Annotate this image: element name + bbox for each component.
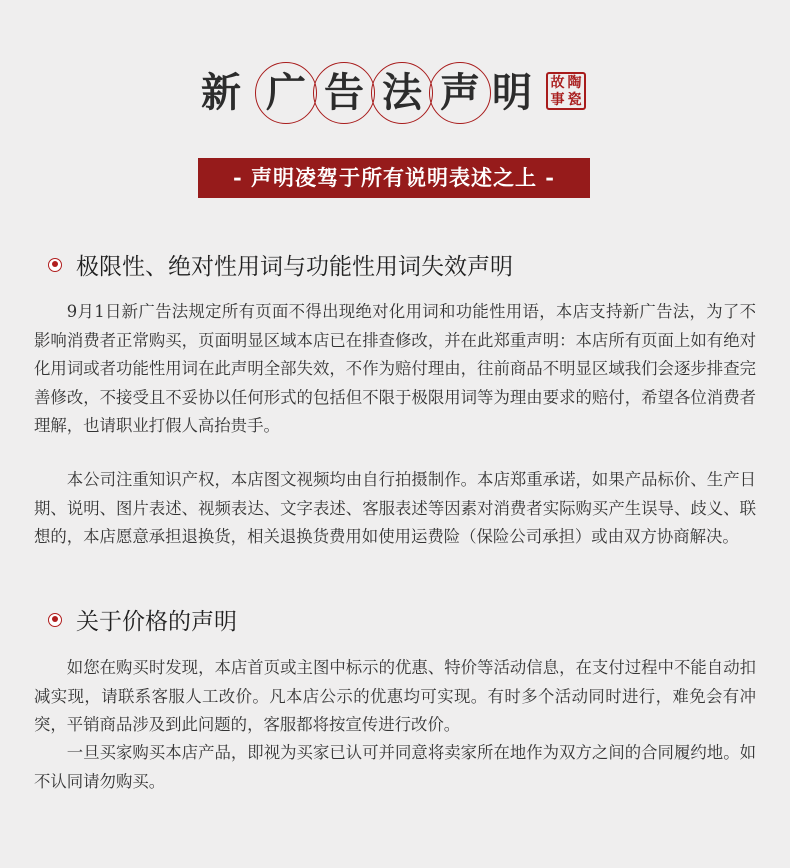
paragraph-contract-location: 一旦买家购买本店产品，即视为买家已认可并同意将卖家所在地作为双方之间的合同履约地。如不认同请勿购买。: [34, 743, 756, 791]
title-char: 明: [492, 69, 532, 116]
seal-char: 瓷: [567, 92, 582, 108]
statement-banner: - 声明凌驾于所有说明表述之上 -: [198, 158, 590, 198]
title-char: 新: [201, 69, 241, 116]
section-heading-absolute-terms: [48, 248, 513, 281]
bullet-icon: [48, 613, 62, 627]
section-heading-price: [48, 603, 237, 636]
title-char-circled: 声: [429, 62, 491, 124]
title-char-circled: 法: [371, 62, 433, 124]
seal-char: 陶: [567, 75, 582, 91]
paragraph-intellectual-property: 本公司注重知识产权，本店图文视频均由自行拍摄制作。本店郑重承诺，如果产品标价、生产日期、说明、图片表述、视频表达、文字表述、客服表述等因素对消费者实际购买产生误导、歧义、联想的，本店愿意承担退换货，相关退换货费用如使用运费险（保险公司承担）或由双方协商解决。: [34, 470, 756, 546]
title-char-circled: 广: [255, 62, 317, 124]
seal-char: 故: [550, 75, 565, 91]
section-title: 关于价格的声明: [76, 609, 237, 635]
title-char-circled: 告: [313, 62, 375, 124]
section-title: 极限性、绝对性用词与功能性用词失效声明: [76, 254, 513, 280]
paragraph-ad-law: 9月1日新广告法规定所有页面不得出现绝对化用词和功能性用语，本店支持新广告法，为了不影响消费者正常购买，页面明显区域本店已在排查修改，并在此郑重声明：本店所有页面上如有绝对化用词或者功能性用词在此声明全部失效，不作为赔付理由，往前商品不明显区域我们会逐步排查完善修改，不接受且不妥协以任何形式的包括但不限于极限用词等为理由要求的赔付，希望各位消费者理解，也请职业打假人高抬贵手。: [34, 302, 756, 435]
page-title: [198, 60, 535, 126]
brand-seal: [546, 72, 586, 110]
bullet-icon: [48, 258, 62, 272]
seal-char: 事: [550, 92, 565, 108]
paragraph-price-adjustment: 如您在购买时发现，本店首页或主图中标示的优惠、特价等活动信息，在支付过程中不能自动扣减实现，请联系客服人工改价。凡本店公示的优惠均可实现。有时多个活动同时进行，难免会有冲突，平销商品涉及到此问题的，客服都将按宣传进行改价。: [34, 658, 756, 734]
